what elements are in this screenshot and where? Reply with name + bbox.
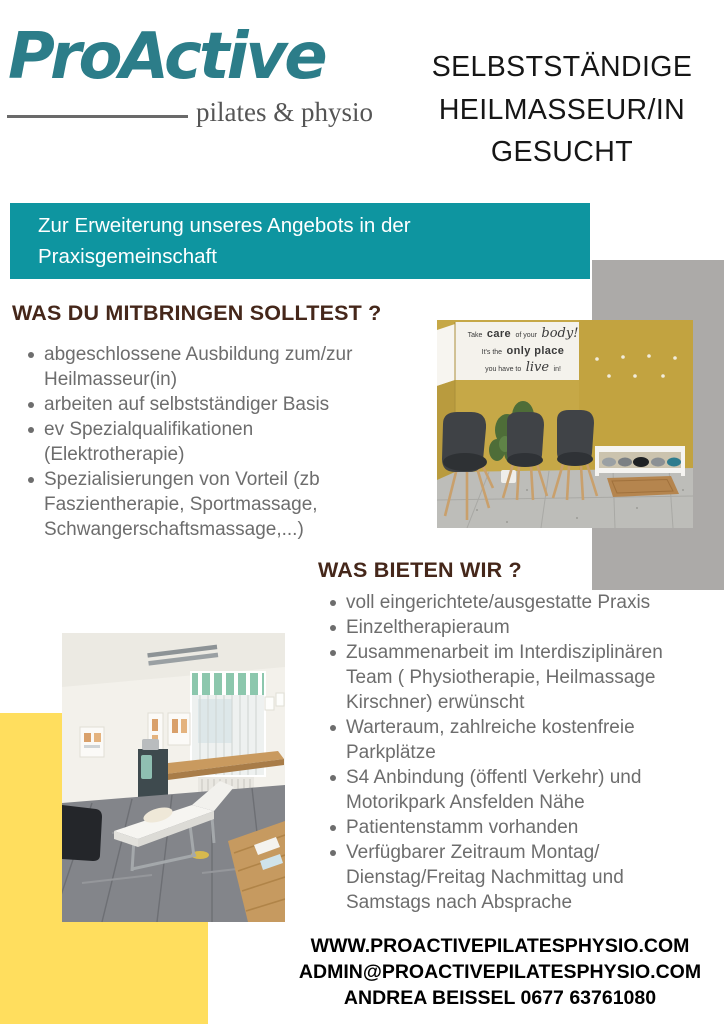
list-item: Patientenstamm vorhanden [330, 815, 692, 840]
intro-banner-line: suchen wir in Ansfe eine(n) freiberuflichen Heilmasseur(in) ! [38, 276, 580, 299]
decal-text: in! [553, 366, 561, 373]
email-text: ADMIN@PROACTIVEPILATESPHYSIO.COM [298, 961, 702, 983]
decal-text: care [486, 328, 512, 340]
list-item: voll eingerichtete/ausgestatte Praxis [330, 590, 692, 615]
website-text: WWW.PROACTIVEPILATESPHYSIO.COM [310, 935, 690, 957]
logo-wordmark: ProActive [8, 20, 325, 94]
logo-underline [7, 115, 188, 118]
decal-text: of your [515, 332, 537, 339]
intro-banner [10, 203, 590, 299]
page-title-line: HEILMASSEUR/IN [438, 93, 686, 126]
decal-text: only place [506, 345, 565, 357]
list-item: Warteraum, zahlreiche kostenfreie Parkplätze [330, 715, 692, 765]
shoe-bench [595, 446, 685, 476]
doormat [607, 476, 679, 497]
section-heading-bring: WAS DU MITBRINGEN SOLLTEST ? [12, 301, 382, 325]
list-item: Verfügbarer Zeitraum Montag/ Dienstag/Freitag Nachmittag und Samstags nach Absprache [330, 840, 692, 915]
wall-decal [461, 326, 585, 377]
page-title-line: GESUCHT [490, 136, 634, 168]
list-item: S4 Anbindung (öffentl Verkehr) und Motorikpark Ansfelden Nähe [330, 765, 692, 815]
white-band-side [437, 324, 455, 386]
list-item: ev Spezialqualifikationen (Elektrotherapie) [28, 417, 380, 467]
therapy-room-photo [62, 633, 285, 922]
list-item: arbeiten auf selbstständiger Basis [28, 392, 380, 417]
contact-footer [280, 933, 720, 1011]
therapy-room-illustration [62, 633, 285, 922]
decal-text: body! [541, 326, 579, 341]
waiting-room-photo [437, 320, 693, 528]
armchair [62, 805, 102, 861]
decal-text: you have to [485, 366, 522, 373]
list-item: abgeschlossene Ausbildung zum/zur Heilmasseur(in) [28, 342, 380, 392]
page-title-line: SELBSTSTÄNDIGE [431, 51, 693, 83]
list-item: Einzeltherapieraum [330, 615, 692, 640]
phone-text: ANDREA BEISSEL 0677 63761080 [343, 987, 657, 1009]
decal-text: It's the [481, 349, 503, 356]
list-item: Zusammenarbeit im Interdisziplinären Team ( Physiotherapie, Heilmassage Kirschner) erwünscht [330, 640, 692, 715]
bring-list [28, 342, 380, 542]
logo-tagline: pilates & physio [196, 97, 373, 127]
intro-banner-line: Zur Erweiterung unseres Angebots in der Praxisgemeinschaft [38, 214, 411, 268]
section-heading-offer: WAS BIETEN WIR ? [318, 558, 522, 582]
decal-text: Take [467, 332, 483, 339]
page-title [406, 46, 718, 174]
offer-list [330, 590, 692, 915]
list-item: Spezialisierungen von Vorteil (zb Faszientherapie, Sportmassage, Schwangerschaftsmassage,...) [28, 467, 380, 542]
decal-text: live [525, 360, 550, 375]
